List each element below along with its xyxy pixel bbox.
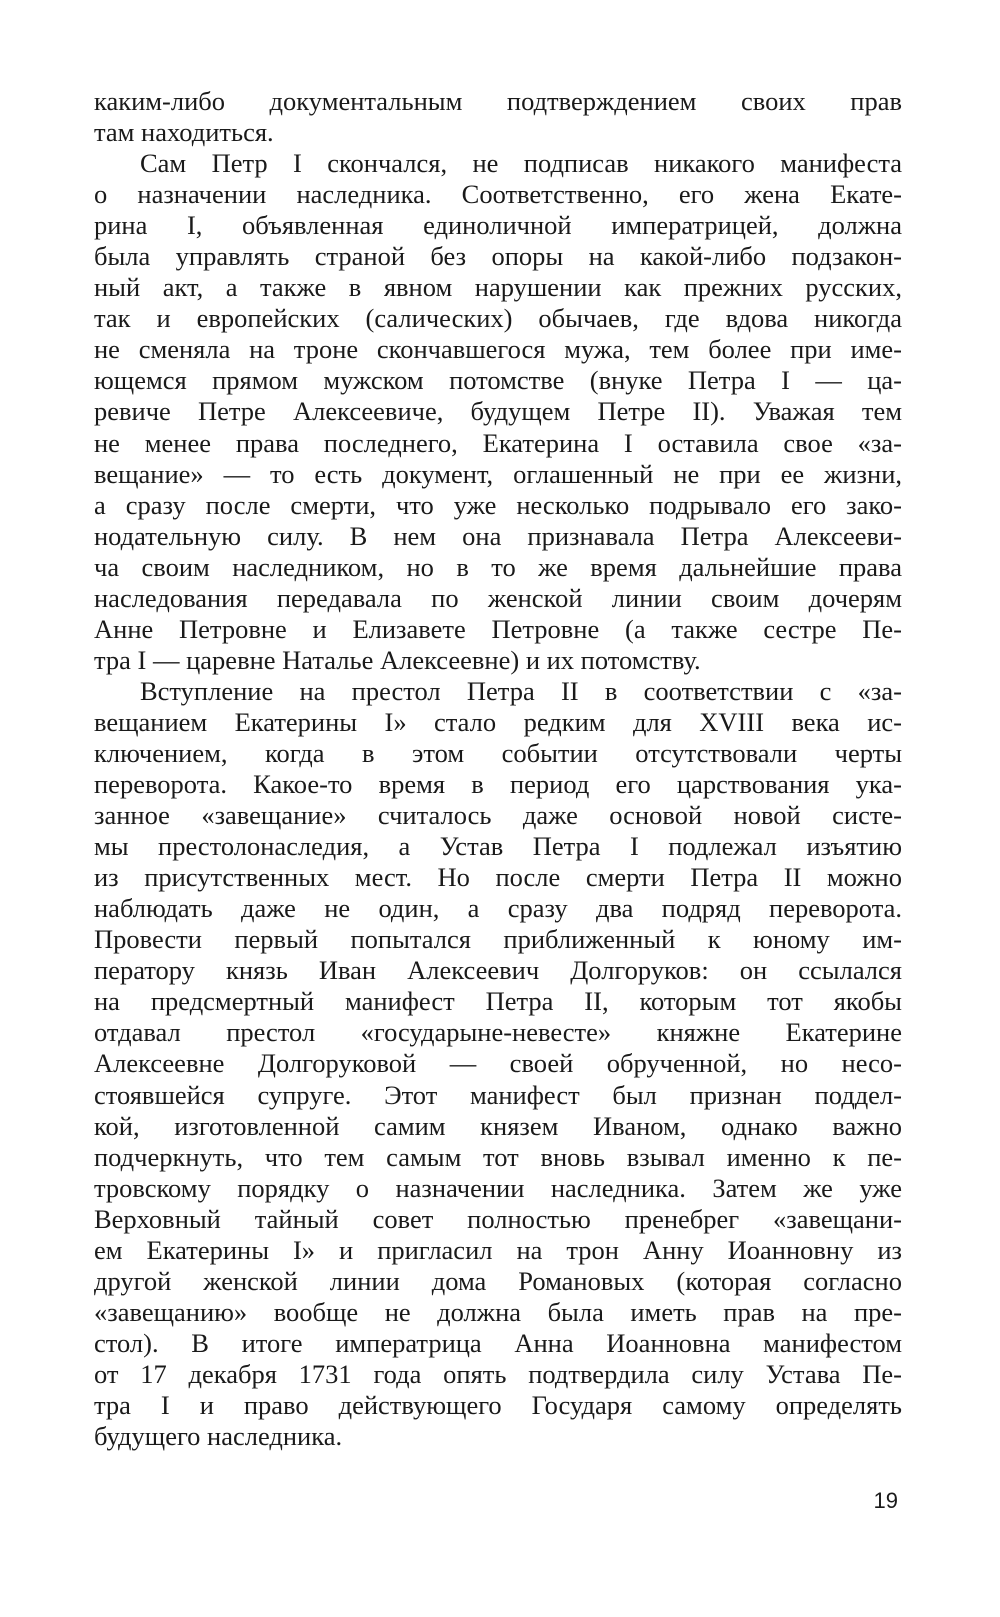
text-line: будущего наследника. — [94, 1421, 343, 1452]
text-line: ющемся прямом мужском потомстве (внуке Петра I — ца- — [94, 365, 902, 396]
text-line: стол). В итоге императрица Анна Иоанновна манифестом — [94, 1327, 902, 1358]
text-line: другой женской линии дома Романовых (которая согласно — [94, 1265, 902, 1296]
text-line: тра I и право действующего Государя самому определять — [94, 1389, 902, 1420]
text-line: так и европейских (салических) обычаев, где вдова никогда — [94, 303, 902, 334]
text-line: а сразу после смерти, что уже несколько подрывало его зако- — [94, 489, 902, 520]
text-line: занное «завещание» считалось даже основой новой систе- — [94, 800, 902, 831]
text-line: отдавал престол «государыне-невесте» княжне Екатерине — [94, 1017, 902, 1048]
text-line: тровскому порядку о назначении наследника. Затем же уже — [94, 1172, 902, 1203]
text-line: от 17 декабря 1731 года опять подтвердила силу Устава Пе- — [94, 1358, 902, 1389]
page-number: 19 — [873, 1488, 898, 1513]
paragraph — [94, 676, 902, 1452]
text-line: тра I — царевне Наталье Алексеевне) и их потомству. — [94, 644, 701, 675]
text-line: Верховный тайный совет полностью пренебрег «завещани- — [94, 1203, 902, 1234]
text-line: ча своим наследником, но в то же время дальнейшие права — [94, 551, 902, 582]
text-line: «завещанию» вообще не должна была иметь прав на пре- — [94, 1296, 902, 1327]
text-line: Вступление на престол Петра II в соответствии с «за- — [140, 675, 902, 706]
text-line: ный акт, а также в явном нарушении как прежних русских, — [94, 272, 902, 303]
text-line: переворота. Какое-то время в период его царствования ука- — [94, 769, 902, 800]
text-line: Сам Петр I скончался, не подписав никакого манифеста — [140, 148, 902, 179]
paragraph — [94, 148, 902, 676]
text-line: не менее права последнего, Екатерина I оставила свое «за- — [94, 427, 902, 458]
text-line: рина I, объявленная единоличной императрицей, должна — [94, 210, 902, 241]
text-line: Провести первый попытался приближенный к юному им- — [94, 924, 902, 955]
text-line: ключением, когда в этом событии отсутствовали черты — [94, 737, 902, 768]
text-line: была управлять страной без опоры на какой-либо подзакон- — [94, 241, 902, 272]
text-line: там находиться. — [94, 117, 274, 148]
paragraph — [94, 86, 902, 148]
text-line: нодательную силу. В нем она признавала Петра Алексееви- — [94, 520, 902, 551]
text-line: ревиче Петре Алексеевиче, будущем Петре II). Уважая тем — [94, 396, 902, 427]
text-line: из присутственных мест. Но после смерти Петра II можно — [94, 862, 902, 893]
text-line: каким-либо документальным подтверждением своих прав — [94, 86, 902, 116]
text-line: о назначении наследника. Соответственно, его жена Екате- — [94, 179, 902, 210]
text-line: ем Екатерины I» и пригласил на трон Анну Иоанновну из — [94, 1234, 902, 1265]
text-line: Алексеевне Долгоруковой — своей обрученной, но несо- — [94, 1048, 902, 1079]
text-line: вещание» — то есть документ, оглашенный не при ее жизни, — [94, 458, 902, 489]
text-line: наследования передавала по женской линии своим дочерям — [94, 582, 902, 613]
text-line: мы престолонаследия, а Устав Петра I подлежал изъятию — [94, 831, 902, 862]
text-line: не сменяла на троне скончавшегося мужа, тем более при име- — [94, 334, 902, 365]
text-line: стоявшейся супруге. Этот манифест был признан поддел- — [94, 1079, 902, 1110]
text-line: вещанием Екатерины I» стало редким для XVIII века ис- — [94, 706, 902, 737]
text-line: подчеркнуть, что тем самым тот вновь взывал именно к пе- — [94, 1141, 902, 1172]
text-line: Анне Петровне и Елизавете Петровне (а также сестре Пе- — [94, 613, 902, 644]
body-text — [94, 86, 902, 1452]
text-line: кой, изготовленной самим князем Иваном, однако важно — [94, 1110, 902, 1141]
text-line: наблюдать даже не один, а сразу два подряд переворота. — [94, 893, 902, 924]
text-line: на предсмертный манифест Петра II, которым тот якобы — [94, 986, 902, 1017]
text-line: ператору князь Иван Алексеевич Долгоруков: он ссылался — [94, 955, 902, 986]
